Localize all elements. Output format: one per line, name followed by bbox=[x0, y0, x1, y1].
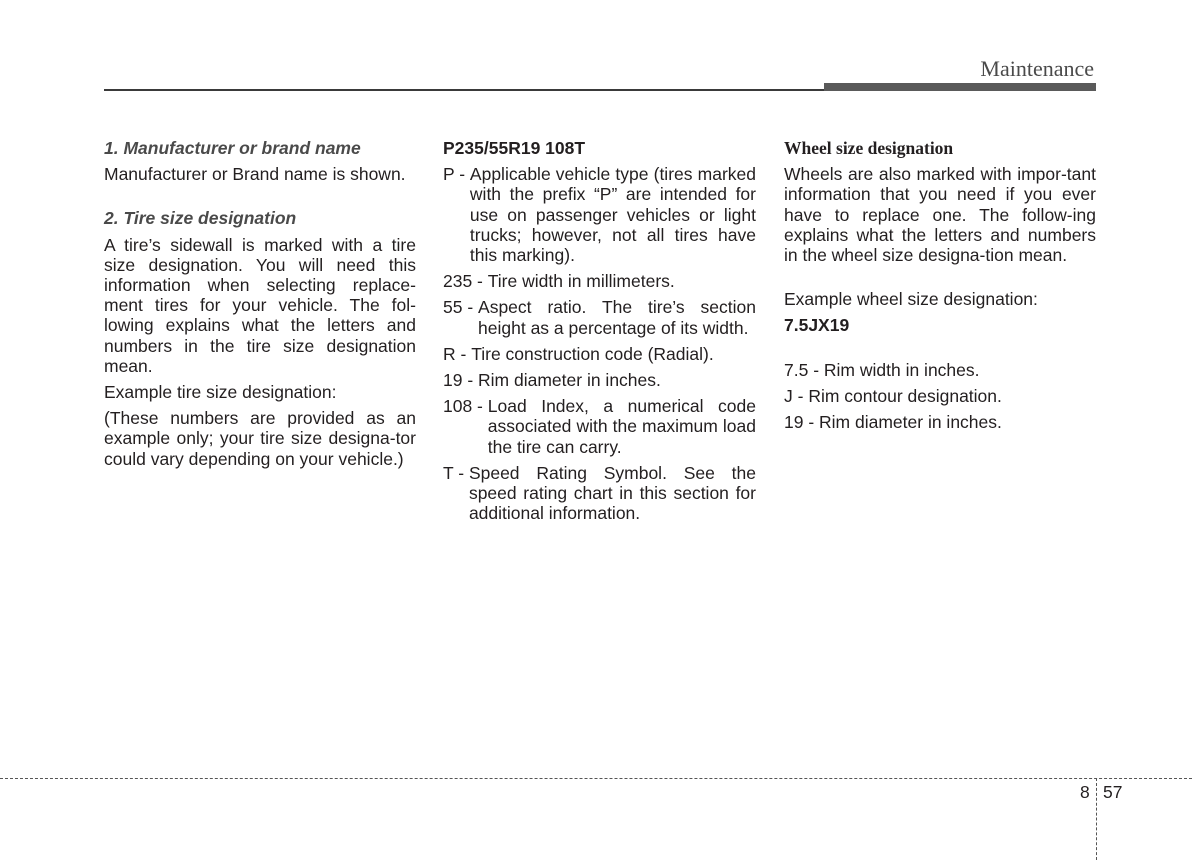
definition-item bbox=[784, 412, 1096, 432]
paragraph-example-tire: Example tire size designation: bbox=[104, 382, 337, 403]
page-number: 57 bbox=[1103, 782, 1123, 802]
definition-term: 55 - bbox=[443, 297, 479, 318]
definition-term: 235 - bbox=[443, 271, 488, 292]
footer-divider bbox=[1096, 778, 1097, 860]
header-rule-thick bbox=[824, 83, 1096, 91]
definition-desc: Tire construction code (Radial). bbox=[471, 343, 714, 364]
definition-item bbox=[443, 297, 756, 337]
column-middle bbox=[443, 138, 756, 523]
definition-item bbox=[784, 386, 1096, 406]
footer-rule bbox=[0, 778, 1192, 779]
definition-item bbox=[443, 344, 756, 364]
definition-term: T - bbox=[443, 462, 469, 483]
column-left bbox=[104, 138, 416, 469]
paragraph-tire-size: A tire’s sidewall is marked with a tire size designation. You will need this information when selecting replace-ment tires for your vehicle. The fol-lowing explains what the letters and numbers in the tire size designation mean. bbox=[104, 234, 416, 376]
definition-desc: Load Index, a numerical code associated with the maximum load the tire can carry. bbox=[487, 396, 756, 457]
definition-desc: Aspect ratio. The tire’s section height as a percentage of its width. bbox=[478, 297, 756, 338]
definition-desc: Rim diameter in inches. bbox=[819, 412, 1002, 433]
definition-desc: Rim contour designation. bbox=[808, 385, 1002, 406]
definition-desc: Speed Rating Symbol. See the speed rating chart in this section for additional information. bbox=[468, 462, 756, 524]
paragraph-manufacturer: Manufacturer or Brand name is shown. bbox=[104, 164, 406, 185]
definition-item bbox=[784, 360, 1096, 380]
definition-term: P - bbox=[443, 164, 470, 185]
paragraph-note: (These numbers are provided as an example only; your tire size designa-tor could vary depending on your vehicle.) bbox=[104, 408, 416, 469]
definition-term: J - bbox=[784, 385, 809, 406]
definition-item bbox=[443, 370, 756, 390]
definition-item bbox=[443, 164, 756, 265]
section-number: 8 bbox=[1080, 782, 1090, 802]
definition-item bbox=[443, 463, 756, 524]
paragraph-wheel-size: Wheels are also marked with impor-tant information that you need if you ever have to replace one. The follow-ing explains what the letters and numbers in the wheel size designa-tion mean. bbox=[784, 164, 1096, 266]
definition-desc: Rim width in inches. bbox=[823, 359, 980, 380]
paragraph-example-wheel: Example wheel size designation: bbox=[784, 289, 1038, 310]
section-heading-manufacturer: 1. Manufacturer or brand name bbox=[104, 138, 361, 158]
header-rule-thin bbox=[104, 89, 824, 91]
definition-desc: Applicable vehicle type (tires marked with the prefix “P” are intended for use on passenger vehicles or light trucks; however, not all tires have this marking). bbox=[469, 164, 756, 266]
definition-desc: Rim diameter in inches. bbox=[478, 370, 661, 391]
definition-desc: Tire width in millimeters. bbox=[487, 271, 675, 292]
definition-term: R - bbox=[443, 343, 472, 364]
definition-term: 108 - bbox=[443, 396, 488, 417]
section-heading-wheel-size: Wheel size designation bbox=[784, 138, 954, 158]
definition-item bbox=[443, 271, 756, 291]
section-heading-tire-size: 2. Tire size designation bbox=[104, 208, 297, 229]
definition-item bbox=[443, 396, 756, 457]
definition-term: 7.5 - bbox=[784, 359, 824, 380]
page-header-title: Maintenance bbox=[980, 56, 1094, 81]
tire-code-example: P235/55R19 108T bbox=[443, 138, 586, 158]
definition-term: 19 - bbox=[784, 412, 820, 433]
column-right bbox=[784, 138, 1096, 432]
wheel-code-example: 7.5JX19 bbox=[784, 315, 850, 336]
definition-term: 19 - bbox=[443, 370, 479, 391]
